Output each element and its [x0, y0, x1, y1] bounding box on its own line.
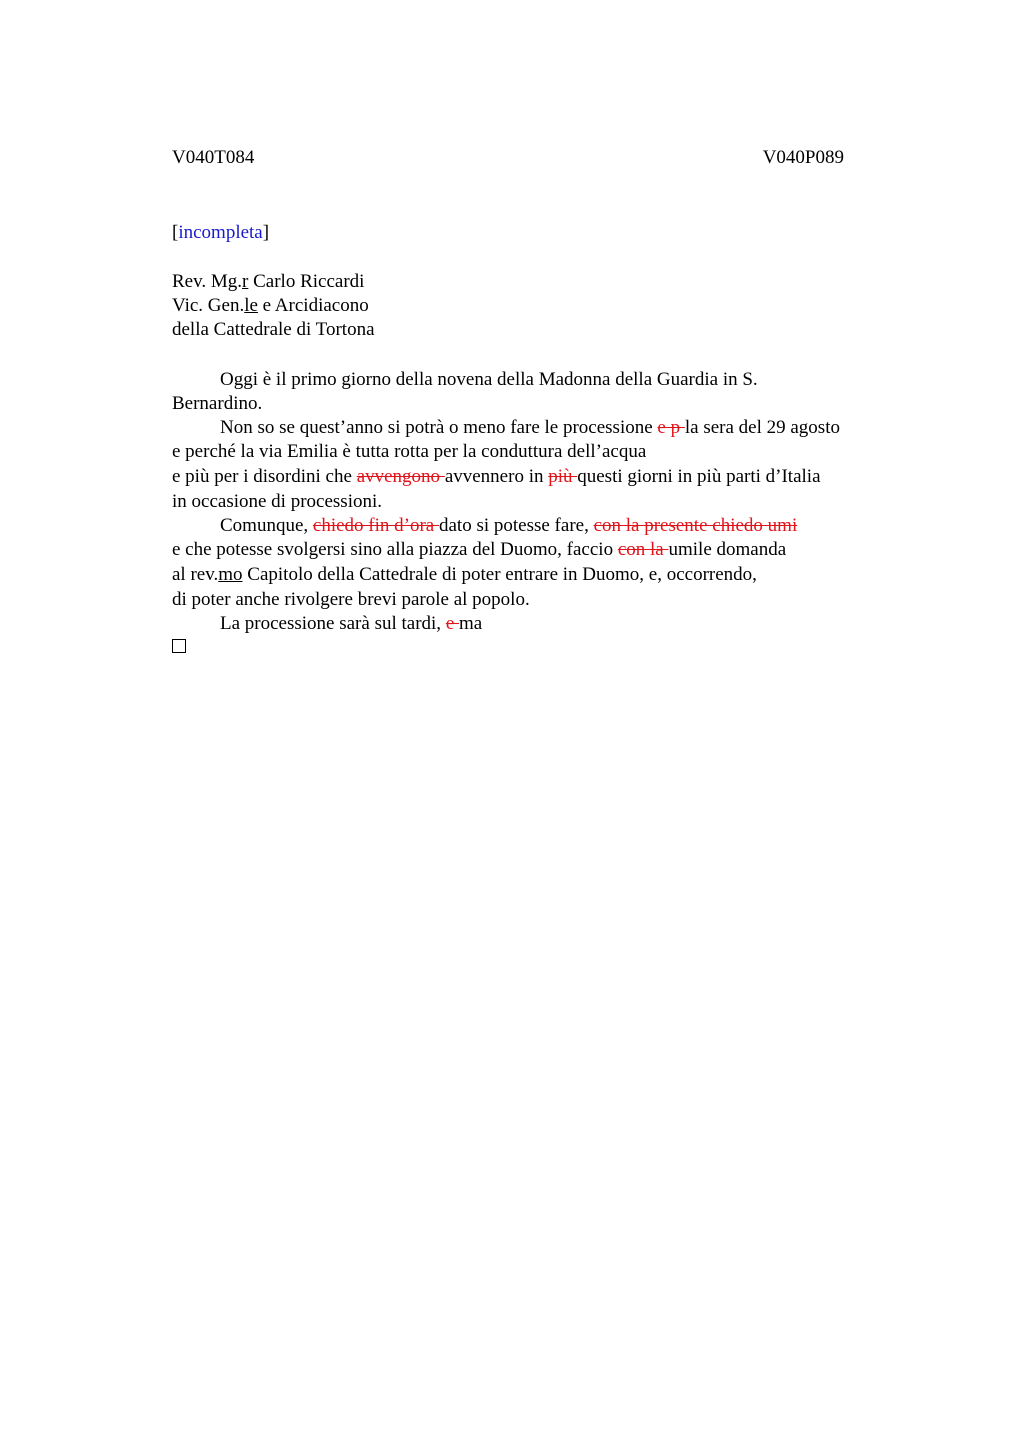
abbrev-superscript: le	[244, 295, 258, 316]
paragraph-1-line-1: Oggi è il primo giorno della novena della Madonna della Guardia in S.	[220, 369, 758, 390]
deleted-text: e	[445, 613, 459, 634]
abbrev-superscript: mo	[218, 564, 243, 585]
paragraph-2-line-2: e perché la via Emilia è tutta rotta per la conduttura dell’acqua	[172, 441, 647, 462]
address-line-1: Rev. Mg.r Carlo Riccardi	[172, 271, 365, 292]
note-text: incompleta	[178, 222, 263, 243]
deleted-text: con la	[617, 539, 669, 560]
address-line-2: Vic. Gen.le e Arcidiacono	[172, 295, 369, 316]
deleted-text: con la presente chiedo umi	[593, 515, 798, 536]
incomplete-note	[172, 221, 269, 245]
paragraph-3-line-3: al rev.mo Capitolo della Cattedrale di poter entrare in Duomo, e, occorrendo,	[172, 564, 757, 585]
paragraph-3-line-2: e che potesse svolgersi sino alla piazza del Duomo, faccio con la umile domanda	[172, 539, 787, 560]
address-line-3: della Cattedrale di Tortona	[172, 319, 375, 340]
paragraph-2-line-4: in occasione di processioni.	[172, 491, 383, 512]
deleted-text: più	[548, 466, 578, 487]
end-marker-box-icon	[172, 639, 186, 653]
paragraph-3-line-1: Comunque, chiedo fin d’ora dato si potesse fare, con la presente chiedo umi	[220, 515, 798, 536]
paragraph-4-line-1: La processione sarà sul tardi, e ma	[220, 613, 483, 634]
deleted-text: chiedo fin d’ora	[312, 515, 439, 536]
paragraph-2-line-3: e più per i disordini che avvengono avvennero in più questi giorni in più parti d’Italia	[172, 466, 821, 487]
header-left-code: V040T084	[172, 147, 255, 168]
note-bracket-close: ]	[262, 222, 270, 243]
deleted-text: avvengono	[356, 466, 445, 487]
deleted-text: e p	[657, 417, 685, 438]
paragraph-3-line-4: di poter anche rivolgere brevi parole al popolo.	[172, 589, 530, 610]
abbrev-superscript: r	[242, 271, 249, 292]
paragraph-1-line-2: Bernardino.	[172, 393, 263, 414]
header-right-code: V040P089	[762, 147, 844, 168]
paragraph-2-line-1: Non so se quest’anno si potrà o meno fare le processione e p la sera del 29 agosto	[220, 417, 840, 438]
note-bracket-open: [	[172, 222, 179, 243]
